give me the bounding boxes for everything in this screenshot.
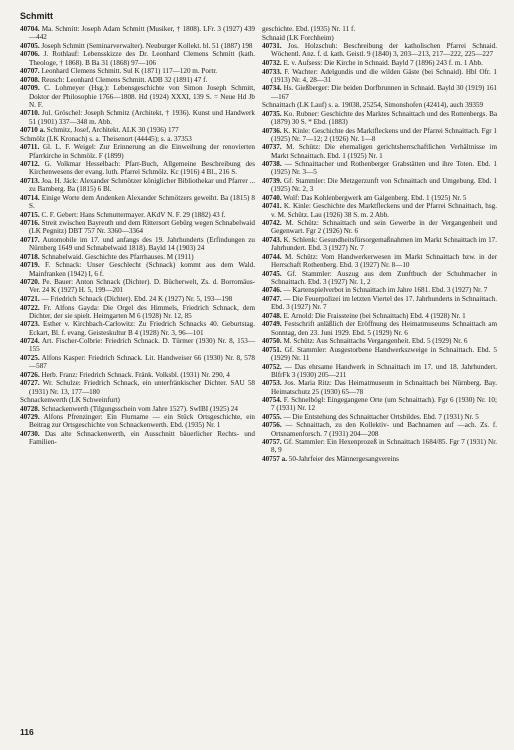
bibliography-entry: [262, 413, 497, 421]
entry-text: Jul. Gröschel: Joseph Schmitz (Architekt, † 1936). Kunst und Handwerk 51 (1901) 337—348 m. Abb.: [29, 109, 255, 126]
bibliography-entry: [20, 109, 255, 125]
bibliography-entry: [20, 160, 255, 176]
entry-text: Schnabelwaid. Geschichte des Pfarrhauses. M (1911): [41, 252, 194, 261]
entry-text: Schnackenwerth (Tilgungsschein vom Jahre 1527). SwIBI (1925) 24: [41, 404, 238, 413]
entry-text: Schnaid (LK Forchheim): [262, 33, 334, 42]
entry-text: Leonhard Clemens Schmitt. Sul K (1871) 117—120 m. Portr.: [41, 67, 218, 76]
entry-text: Einige Worte dem Andenken Alexander Schmötzers geweiht. Ba (1815) 8 S.: [29, 193, 255, 210]
entry-text: — Schnaittach, zu den Kollektiv- und Bachnamen auf —ach. Zs. f. Ortsnamenforsch. 7 (1931) 204—208: [271, 421, 497, 438]
entry-text: Schnackenwerth (LK Schweinfurt): [20, 396, 120, 405]
bibliography-entry: [20, 76, 255, 84]
entry-text: 50-Jahrfeier des Männergesangvereins: [288, 455, 399, 464]
entry-number: 40713.: [20, 176, 40, 185]
bibliography-entry: [20, 143, 255, 159]
bibliography-entry: [262, 320, 497, 336]
entry-text: F. Schnelbögl: Eingegangene Orte (um Schnaittach). Fgr 6 (1930) Nr. 10; 7 (1931) Nr. 12: [271, 396, 497, 413]
entry-number: 40731.: [262, 42, 282, 51]
entry-text: M. Schütz: Vom Handwerkerwesen im Markt Schnaittach bzw. in der Herrschaft Rothenberg. Ebd. 3 (1927) Nr. 8—10: [271, 252, 497, 269]
entry-text: Alfons Kasper: Friedrich Schnack. Lit. Handweiser 66 (1930) Nr. 8, 578—587: [29, 353, 255, 371]
running-head: Schmitt: [20, 11, 54, 21]
entry-text: F. Schnack: Unser Geschlecht (Schnack) kommt aus dem Wald. Mainfranken (1942) I, 6 f.: [29, 261, 256, 278]
entry-number: 40748.: [262, 311, 282, 320]
entry-text: Wolf: Das Kohlenbergwerk am Galgenberg. Ebd. 1 (1925) Nr. 5: [283, 193, 467, 202]
entry-number: 40753.: [262, 379, 282, 388]
bibliography-entry: [262, 68, 497, 84]
bibliography-entry: [262, 312, 497, 320]
entry-number: 40709.: [20, 84, 40, 93]
page-number: 116: [20, 727, 34, 737]
entry-number: 40741.: [262, 202, 282, 211]
entry-text: Art. Fischer-Colbrie: Friedrich Schnack. D. Türmer (1930) Nr. 8, 153—155: [29, 337, 255, 354]
entry-number: 40727.: [20, 379, 40, 388]
entry-number: 40757.: [262, 438, 282, 447]
bibliography-entry: [262, 421, 497, 437]
entry-text: geschichte. Ebd. (1935) Nr. 11 f.: [262, 25, 356, 33]
entry-number: 40717.: [20, 235, 40, 244]
entry-text: Hs. Gießberger: Die beiden Dorfbrunnen in Schnaid. Bayld 30 (1919) 161—167: [271, 84, 497, 101]
entry-number: 40724.: [20, 337, 40, 346]
bibliography-entry: [20, 84, 255, 109]
bibliography-entry: [262, 379, 497, 395]
bibliography-entry: [262, 42, 497, 58]
entry-number: 40756.: [262, 421, 282, 430]
entry-number: 40754.: [262, 396, 282, 405]
entry-number: 40725.: [20, 353, 40, 362]
bibliography-entry: [20, 261, 255, 277]
entry-number: 40716.: [20, 219, 40, 228]
entry-text: Streit zwischen Bayreuth und dem Rittersort Gebürg wegen Schnabelwaid (LK Pegnitz) DBT 757 Nr. 3360—3364: [29, 219, 255, 236]
entry-text: Wr. Schulze: Friedrich Schnack, ein unterfränkischer Dichter. SAU 58 (1931) Nr. 13, 177—180: [29, 379, 256, 396]
entry-text: Pe. Bauer: Anton Schnack (Dichter). D. Bücherwelt, Zs. d. Borromäus-Ver. 24 K (1927) H. 5, 199—201: [29, 278, 255, 295]
entry-text: Ma. Schmitt: Joseph Adam Schmitt (Musiker, † 1808). LFr. 3 (1927) 439—442: [29, 25, 255, 42]
bibliography-entry: [262, 270, 497, 286]
entry-text: E. v. Aufsess: Die Kirche in Schnaid. Bayld 7 (1896) 243 f. m. 1 Abb.: [283, 58, 483, 67]
bibliography-entry: [20, 295, 255, 303]
entry-number: 40726.: [20, 370, 40, 379]
bibliography-entry: [262, 110, 497, 126]
entry-number: 40751.: [262, 345, 282, 354]
entry-text: Gf. Stammler: Auszug aus dem Zunftbuch der Schuhmacher in Schnaittach. Ebd. 3 (1927) Nr. 1, 2: [271, 269, 497, 286]
entry-number: 40734.: [262, 84, 282, 93]
bibliography-entry: [262, 219, 497, 235]
bibliography-entry: [20, 278, 255, 294]
entry-number: 40711.: [20, 143, 40, 152]
entry-text: Gf. Stammler: Ein Hexenprozeß in Schnaittach 1684/85. Fgr 7 (1931) Nr. 8, 9: [271, 438, 497, 455]
entry-text: K. Kinle: Geschichte des Marktfleckens und der Pfarrei Schnaittach. Fgr 1 (1925) Nr. 7—12; 2 (1926) Nr. 1—8: [271, 126, 497, 143]
bibliography-entry: [262, 101, 497, 109]
entry-number: 40715.: [20, 210, 40, 219]
bibliography-entry: [262, 295, 497, 311]
bibliography-entry: [262, 127, 497, 143]
bibliography-entry: [262, 253, 497, 269]
entry-text: Joa. H. Jäck: Alexander Schmötzer königlicher Bibliothekar und Pfarrer ... zu Bamberg. Ba (1815) 6 Bl.: [29, 176, 256, 194]
entry-text: Schnaittach (LK Lauf) s. a. 19038, 25254, Simonshofen (42414), auch 39359: [262, 101, 484, 110]
entry-text: M. Schütz: Aus Schnaittachs Vergangenheit. Ebd. 5 (1929) Nr. 6: [283, 337, 468, 346]
entry-text: Reusch: Leonhard Clemens Schmitt. ADB 32 (1891) 47 f.: [41, 75, 208, 84]
entry-number: 40750.: [262, 337, 282, 346]
bibliography-entry: [20, 211, 255, 219]
bibliography-entry: [20, 304, 255, 320]
entry-text: Schmölz (LK Kronach) s. a. Theisenort (44445); s. a. 37353: [20, 134, 192, 143]
entry-text: Das alte Schnackenwerth, ein Ausschnitt bäuerlicher Rechts- und Familien-: [29, 430, 255, 447]
entry-text: Gl. L. F. Weigel: Zur Erinnerung an die Einweihung der renovierten Pfarrkirche in Schmölz. F (1899): [29, 143, 255, 160]
entry-text: — Die Feuerpolizei im letzten Viertel des 17. Jahrhunderts in Schnaittach. Ebd. 3 (1927) Nr. 7: [271, 294, 497, 312]
entry-number: 40710 a.: [20, 126, 45, 135]
entry-number: 40729.: [20, 413, 40, 422]
entry-number: 40742.: [262, 219, 282, 228]
entry-text: C. F. Gebert: Hans Schmuttermayer. AKdV N. F. 29 (1882) 43 f.: [41, 210, 226, 219]
bibliography-entry: [262, 455, 497, 463]
entry-text: E. Arnold: Die Fraissteine (bei Schnaittach) Ebd. 4 (1928) Nr. 1: [283, 311, 466, 320]
entry-text: M. Schütz: Schnaittach und sein Gewerbe in der Vergangenheit und Gegenwart. Fgr 2 (1926) Nr. 6: [271, 219, 497, 236]
bibliography-entry: [262, 84, 497, 100]
entry-number: 40736.: [262, 126, 282, 135]
bibliography-entry: [262, 34, 497, 42]
entry-number: 40732.: [262, 58, 282, 67]
bibliography-entry: [20, 25, 255, 41]
bibliography-entry: [262, 396, 497, 412]
entry-text: — Das ehrsame Handwerk in Schnaittach im 17. und 18. Jahrhundert. BlfrFk 3 (1930) 205—211: [271, 362, 497, 379]
entry-number: 40714.: [20, 193, 40, 202]
bibliography-entry: [20, 430, 255, 446]
entry-number: 40706.: [20, 50, 40, 59]
entry-number: 40743.: [262, 235, 282, 244]
bibliography-entry: [262, 438, 497, 454]
entry-text: J. Rothlauf: Lebensskizze des Dr. Leonhard Clemens Schmitt (kath. Theologe, † 1868). B Ba 31 (1868) 97—106: [29, 50, 255, 67]
entry-number: 40746.: [262, 286, 282, 295]
entry-text: K. Kinle: Geschichte des Marktfleckens und der Pfarrei Schnaittach, hsg. v. M. Schütz. Lau (1926) 38 S. m. 2 Abb.: [271, 202, 497, 219]
entry-number: 40757 a.: [262, 455, 287, 464]
bibliography-entry: [262, 337, 497, 345]
bibliography-entry: [20, 379, 255, 395]
entry-number: 40710.: [20, 109, 40, 118]
bibliography-entry: [262, 143, 497, 159]
entry-number: 40755.: [262, 412, 282, 421]
entry-text: — Friedrich Schnack (Dichter). Ebd. 24 K (1927) Nr. 5, 193—198: [41, 294, 233, 303]
entry-number: 40707.: [20, 67, 40, 76]
entry-text: — Kartenspielverbot in Schnaittach im Jahre 1681. Ebd. 3 (1927) Nr. 7: [283, 286, 488, 295]
bibliography-entry: [262, 286, 497, 294]
entry-text: — Schnaittacher und Rothenberger Grabstätten und ihre Toten. Ebd. 1 (1925) Nr. 3—5: [271, 160, 497, 177]
bibliography-entry: [20, 405, 255, 413]
entry-number: 40722.: [20, 303, 40, 312]
bibliography-entry: [262, 177, 497, 193]
bibliography-entry: [20, 67, 255, 75]
entry-text: Automobile im 17. und anfangs des 19. Jahrhunderts (Erfindungen zu Nürnberg 1649 und Schnabelwaid 1818). Bayld 14 (1903) 24: [29, 235, 255, 253]
entry-text: Esther v. Kirchbach-Carlowitz: Zu Friedrich Schnacks 40. Geburtstag. Eckart, Bl. f. evang. Geisteskultur B 4 (1928) Nr. 3, 96—101: [29, 320, 255, 337]
bibliography-entry: [20, 177, 255, 193]
entry-text: Gf. Stammler: Ausgestorbene Handwerkszweige in Schnaittach. Ebd. 5 (1929) Nr. 11: [271, 345, 497, 362]
bibliography-entry: [20, 337, 255, 353]
entry-number: 40738.: [262, 160, 282, 169]
bibliography-entry: [20, 135, 255, 143]
entry-text: G. Volkmar Hesselbach: Pfarr-Buch, Allgemeine Beschreibung des Kirchenwesens der evang. luth. Pfarrei Schmölz. Kc (1916) 4 Bl., 216 S.: [29, 160, 255, 177]
bibliography-entry: [262, 202, 497, 218]
entry-number: 40752.: [262, 362, 282, 371]
entry-number: 40704.: [20, 25, 40, 33]
bibliography-entry: [20, 253, 255, 261]
entry-number: 40730.: [20, 430, 40, 439]
entry-number: 40737.: [262, 143, 282, 152]
bibliography-entry: [20, 42, 255, 50]
bibliography-entry: [20, 396, 255, 404]
bibliography-entry: [262, 25, 497, 33]
entry-text: Gf. Stammler: Die Metzgerzunft von Schnaittach und Umgebung. Ebd. 1 (1925) Nr. 2, 3: [271, 176, 497, 194]
entry-number: 40735.: [262, 109, 282, 118]
entry-number: 40733.: [262, 67, 282, 76]
entry-text: Jos. Holzschuh: Beschreibung der katholischen Pfarrei Schnaid. Wöchentl. Anz. f. d. kath. Geistl. 9 (1840) 3, 203—213, 217—222, 225—227: [271, 42, 497, 59]
entry-text: Jos. Maria Ritz: Das Heimatmuseum in Schnaittach bei Nürnberg. Bay. Heimatschutz 25 (1930) 65—78: [271, 379, 497, 396]
entry-text: Joseph Schmitt (Seminarverwalter). Neuburger Kollekt. bl. 51 (1887) 198: [41, 41, 253, 50]
bibliography-entry: [20, 50, 255, 66]
entry-number: 40740.: [262, 193, 282, 202]
entry-number: 40719.: [20, 261, 40, 270]
entry-number: 40739.: [262, 176, 282, 185]
bibliography-entry: [262, 194, 497, 202]
entry-text: Festschrift anläßlich der Eröffnung des Heimatmuseums Schnaittach am Sonntag, den 23. Juni 1929. Ebd. 5 (1929) Nr. 6: [271, 320, 497, 337]
entry-text: Fr. Alfons Gayda: Die Orgel des Himmels, Friedrich Schnack, dem Dichter, der sie spielt. Heimgarten M 6 (1928) Nr. 12, 85: [29, 303, 255, 320]
entry-number: 40712.: [20, 160, 40, 169]
entry-number: 40718.: [20, 252, 40, 261]
bibliography-entry: [20, 194, 255, 210]
entry-number: 40749.: [262, 320, 282, 329]
bibliography-entry: [20, 354, 255, 370]
entry-text: M. Schütz: Die ehemaligen gerichtsherrschaftlichen Verhältnisse im Markt Schnaittach. Ebd. 1 (1925) Nr. 1: [271, 143, 497, 160]
entry-number: 40721.: [20, 294, 40, 303]
bibliography-entry: [20, 413, 255, 429]
bibliography-entry: [262, 160, 497, 176]
entry-text: Ko. Rubner: Geschichte des Marktes Schnaittach und des Rottenbergs. Ba (1879) 30 S. * Ebd. (1883): [271, 109, 498, 126]
entry-number: 40745.: [262, 269, 282, 278]
entry-text: K. Schlenk: Gesundheitsfürsorgemaßnahmen im Markt Schnaittach im 17. Jahrhundert. Ebd. 3 (1927) Nr. 7: [271, 235, 497, 253]
entry-text: F. Wachter: Adelgundis und die wilden Gäste (bei Schnaid). Hbl Ofr. 1 (1913) Nr. 4, 28—31: [271, 67, 497, 84]
bibliography-entry: [262, 59, 497, 67]
bibliography-entry: [262, 346, 497, 362]
entry-number: 40744.: [262, 252, 282, 261]
entry-number: 40728.: [20, 404, 40, 413]
bibliography-entry: [20, 371, 255, 379]
entry-number: 40708.: [20, 75, 40, 84]
entry-number: 40705.: [20, 41, 40, 50]
bibliography-entry: [262, 236, 497, 252]
bibliography-entry: [20, 320, 255, 336]
entry-number: 40747.: [262, 294, 282, 303]
bibliography-entry: [20, 126, 255, 134]
left-column: [20, 25, 255, 447]
bibliography-entry: [262, 363, 497, 379]
bibliography-entry: [20, 236, 255, 252]
bibliography-entry: [20, 219, 255, 235]
entry-text: Alfons Pfrenzinger: Ein Flurname — ein Stück Ortsgeschichte, ein Beitrag zur Ortsgeschichte von Schnackenwerth. Ebd. (1935) Nr. 1: [29, 413, 255, 430]
entry-text: Schmitz, Josef, Architekt. ALK 30 (1936) 177: [46, 126, 179, 135]
entry-number: 40720.: [20, 278, 40, 287]
right-column: [262, 25, 497, 464]
entry-text: — Die Entstehung des Schnaittacher Ortsbildes. Ebd. 7 (1931) Nr. 5: [283, 412, 479, 421]
entry-number: 40723.: [20, 320, 40, 329]
entry-text: Herb. Franz: Friedrich Schnack. Fränk. Volksbl. (1931) Nr. 290, 4: [41, 370, 230, 379]
entry-text: C. Lohmeyer (Hsg.): Lebensgeschichte von Simon Joseph Schmitt, Doktor der Philosophie 1766—1808. Hd (1924) XXXI, 139 S. = Neue Hd Jb N. F.: [29, 84, 255, 109]
